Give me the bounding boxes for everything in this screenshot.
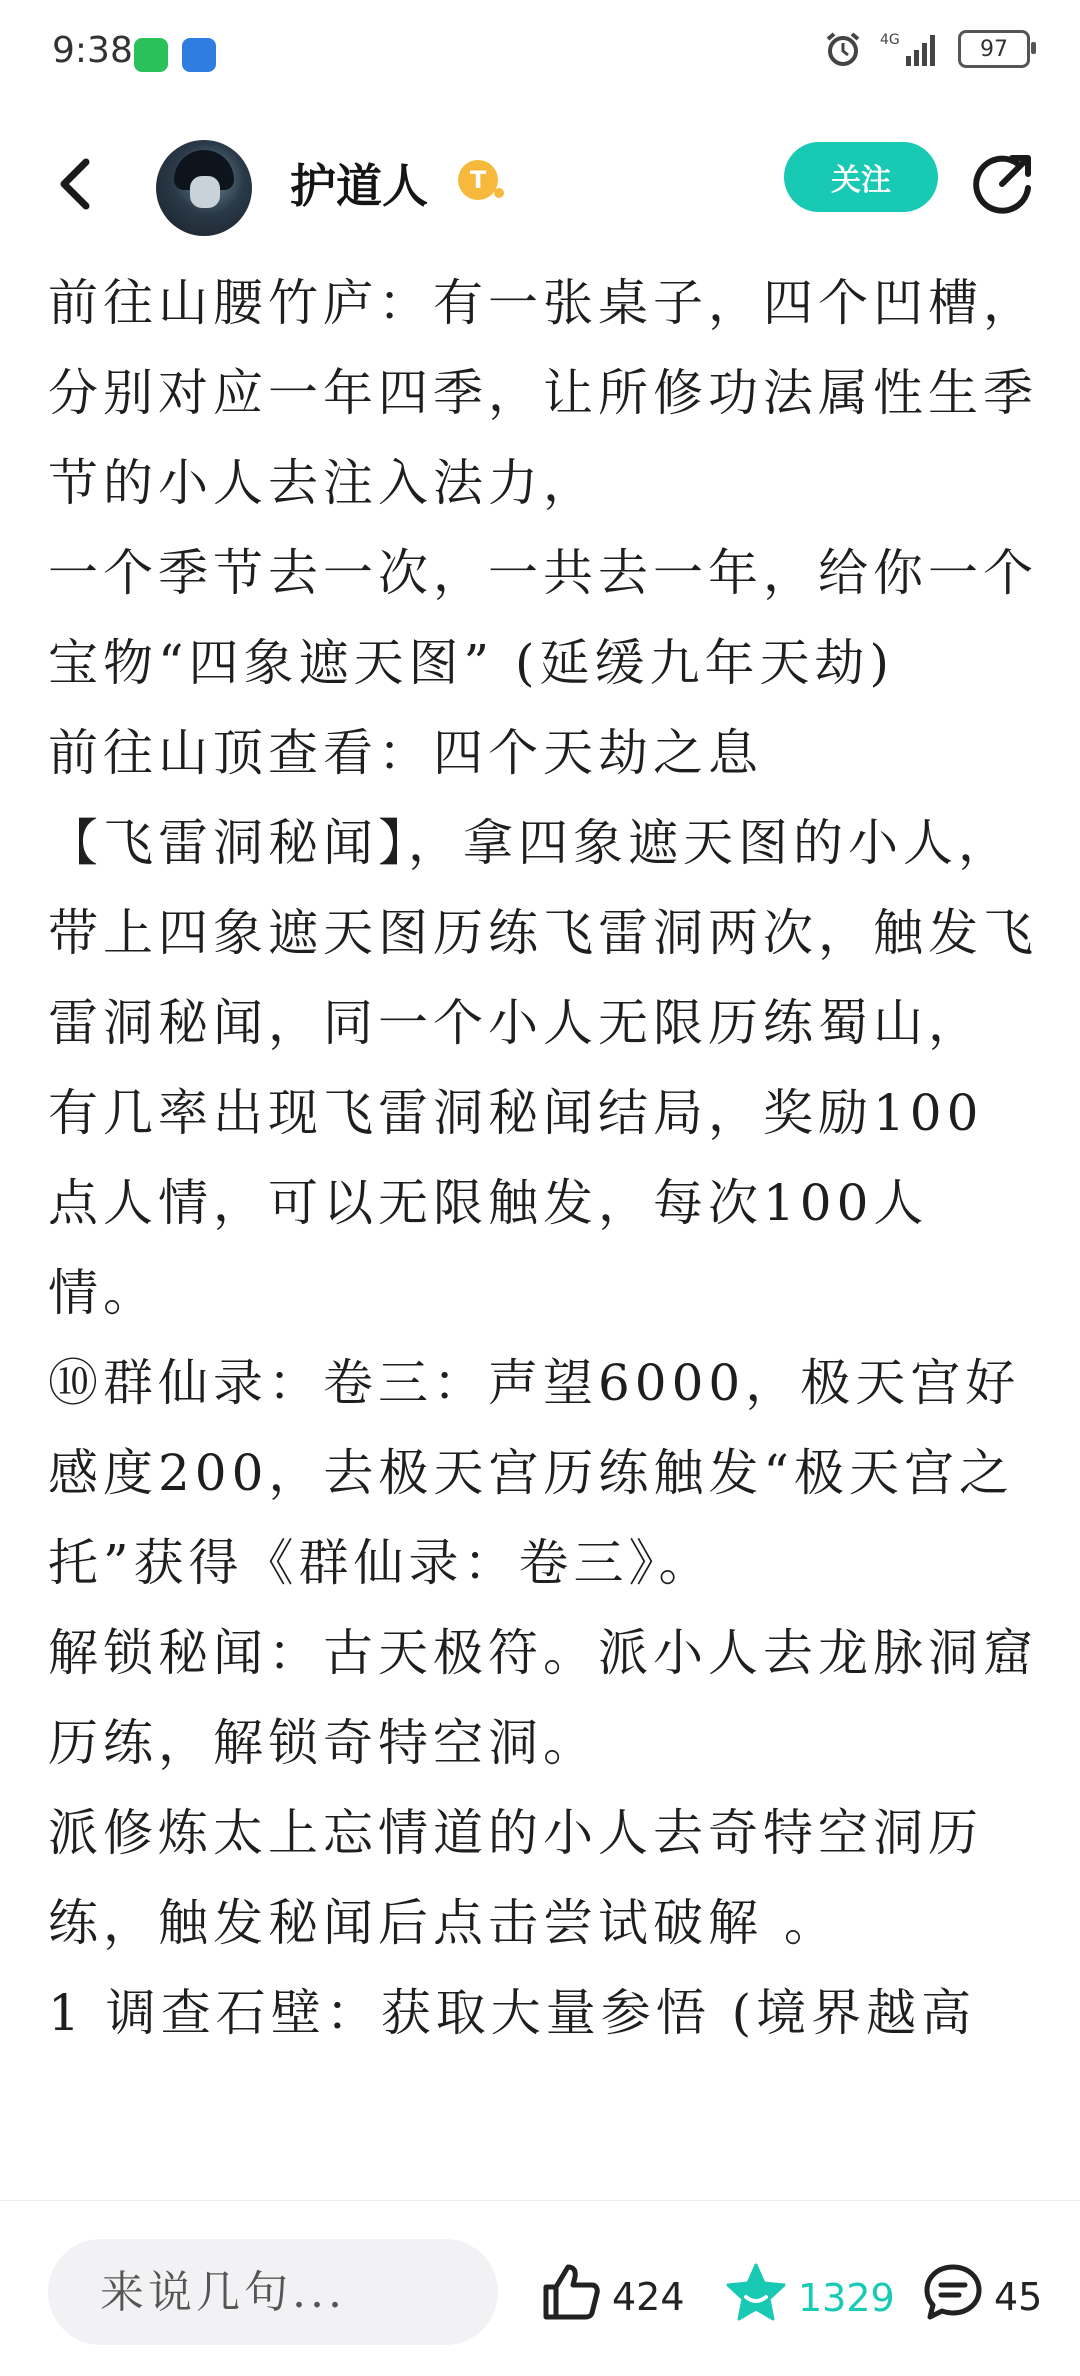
network-label: 4G bbox=[880, 32, 900, 48]
thumbs-up-icon bbox=[540, 2261, 602, 2332]
level-badge: T bbox=[458, 160, 498, 200]
alarm-icon bbox=[824, 30, 862, 68]
status-bar bbox=[0, 0, 1080, 110]
star-button[interactable] bbox=[724, 2261, 895, 2334]
comment-button[interactable] bbox=[922, 2261, 1042, 2332]
article-paragraph: 前往山顶查看：四个天劫之息 bbox=[48, 724, 763, 782]
status-time: 9:38 bbox=[52, 30, 133, 71]
article-body bbox=[48, 258, 1038, 2058]
battery-indicator: 97 bbox=[958, 30, 1030, 68]
wechat-icon bbox=[134, 38, 168, 72]
star-count: 1329 bbox=[798, 2275, 895, 2320]
article-paragraph: ⑩群仙录：卷三：声望6000，极天宫好感度200，去极天宫历练触发“极天宫之托”获得《群仙录：卷三》。 bbox=[48, 1354, 1021, 1592]
bottom-action-bar bbox=[0, 2200, 1080, 2376]
signal-icon bbox=[880, 30, 940, 68]
back-icon[interactable] bbox=[52, 154, 102, 214]
article-paragraph: 【飞雷洞秘闻】，拿四象遮天图的小人，带上四象遮天图历练飞雷洞两次，触发飞雷洞秘闻，同一个小人无限历练蜀山， bbox=[48, 814, 1038, 1052]
comment-count: 45 bbox=[994, 2274, 1043, 2319]
author-avatar[interactable] bbox=[156, 140, 252, 236]
comment-input[interactable] bbox=[48, 2239, 498, 2345]
post-header bbox=[0, 130, 1080, 240]
bulb-icon bbox=[182, 38, 216, 72]
article-paragraph: 派修炼太上忘情道的小人去奇特空洞历练，触发秘闻后点击尝试破解 。 bbox=[48, 1804, 983, 1952]
like-count: 424 bbox=[612, 2274, 685, 2319]
star-icon bbox=[724, 2261, 788, 2334]
author-name[interactable]: 护道人 bbox=[290, 159, 428, 213]
share-icon[interactable] bbox=[972, 150, 1036, 214]
article-paragraph: 1 调查石壁：获取大量参悟 (境界越高 bbox=[48, 1984, 977, 2042]
article-paragraph: 前往山腰竹庐：有一张桌子，四个凹槽，分别对应一年四季，让所修功法属性生季节的小人去注入法力， bbox=[48, 274, 1038, 512]
article-paragraph: 一个季节去一次，一共去一年，给你一个宝物“四象遮天图” (延缓九年天劫) bbox=[48, 544, 1038, 692]
article-paragraph: 解锁秘闻：古天极符。派小人去龙脉洞窟历练，解锁奇特空洞。 bbox=[48, 1624, 1038, 1772]
comment-bubble-icon bbox=[922, 2261, 984, 2332]
article-paragraph: 有几率出现飞雷洞秘闻结局，奖励100点人情，可以无限触发，每次100人情。 bbox=[48, 1084, 984, 1322]
follow-button[interactable]: 关注 bbox=[784, 142, 938, 212]
status-indicators bbox=[824, 30, 1030, 68]
like-button[interactable] bbox=[540, 2261, 685, 2332]
